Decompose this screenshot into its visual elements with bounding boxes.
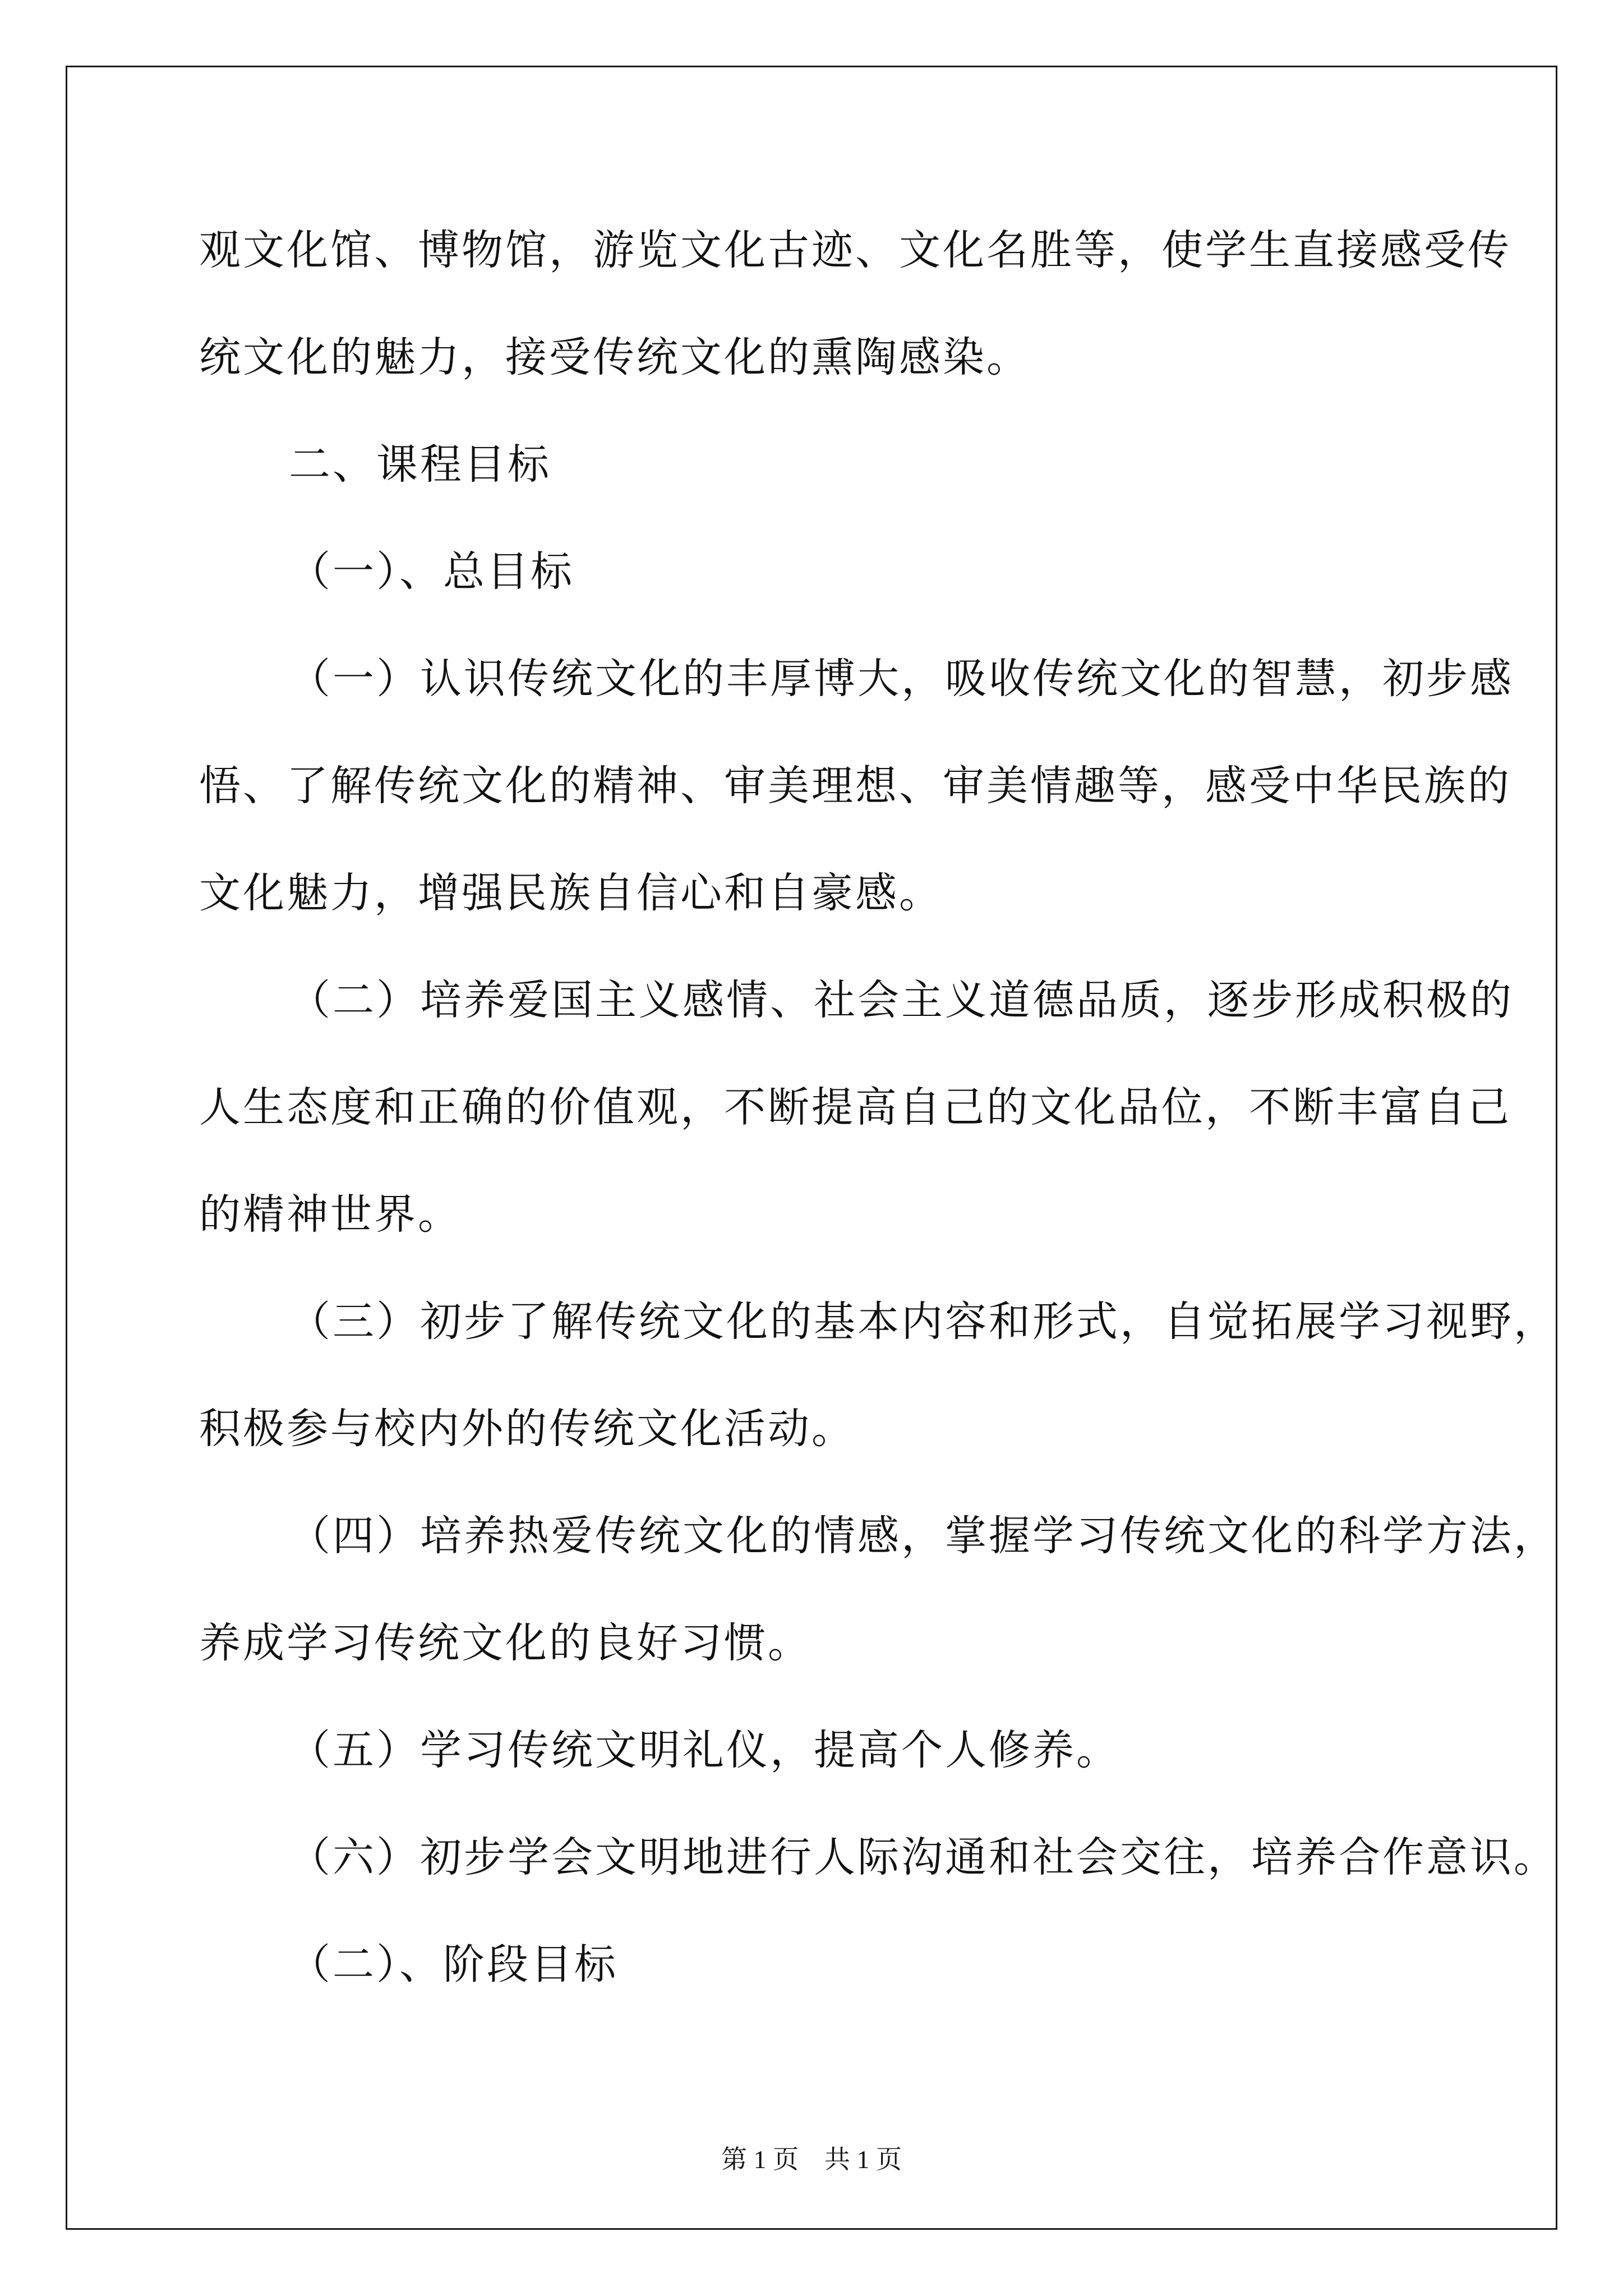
paragraph-line: 的精神世界。 (199, 1190, 462, 1239)
paragraph-line: （四）培养热爱传统文化的情感，掌握学习传统文化的科学方法， (289, 1512, 1557, 1560)
subsection-heading: （一）、总目标 (289, 547, 574, 596)
paragraph-line: （六）初步学会文明地进行人际沟通和社会交往，培养合作意识。 (289, 1833, 1557, 1881)
paragraph-line: 统文化的魅力，接受传统文化的熏陶感染。 (199, 333, 1030, 381)
paragraph-line: 人生态度和正确的价值观，不断提高自己的文化品位，不断丰富自己 (199, 1083, 1511, 1131)
paragraph-line: （三）初步了解传统文化的基本内容和形式，自觉拓展学习视野， (289, 1297, 1557, 1346)
paragraph-line: 养成学习传统文化的良好习惯。 (199, 1619, 811, 1667)
section-heading: 二、课程目标 (289, 440, 551, 489)
subsection-heading: （二）、阶段目标 (289, 1940, 618, 1989)
paragraph-line: （五）学习传统文明礼仪，提高个人修养。 (289, 1726, 1120, 1774)
paragraph-line: （一）认识传统文化的丰厚博大，吸收传统文化的智慧，初步感 (289, 655, 1514, 703)
paragraph-line: 积极参与校内外的传统文化活动。 (199, 1405, 855, 1453)
page-border (66, 66, 1557, 2230)
paragraph-line: （二）培养爱国主义感情、社会主义道德品质，逐步形成积极的 (289, 976, 1514, 1024)
paragraph-line: 文化魅力，增强民族自信心和自豪感。 (199, 869, 943, 917)
paragraph-line: 观文化馆、博物馆，游览文化古迹、文化名胜等，使学生直接感受传 (199, 226, 1511, 274)
page-footer: 第 1 页 共 1 页 (721, 2145, 902, 2174)
paragraph-line: 悟、了解传统文化的精神、审美理想、审美情趣等，感受中华民族的 (199, 762, 1511, 810)
